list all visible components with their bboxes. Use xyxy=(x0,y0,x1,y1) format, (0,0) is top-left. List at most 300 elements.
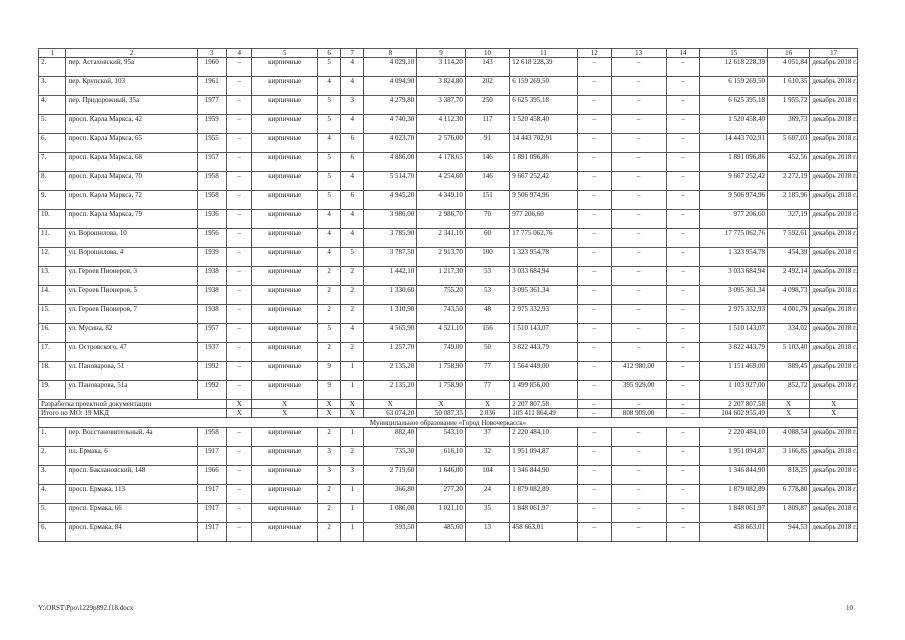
fund-cost-cell: 3 033 684,94 xyxy=(700,267,768,286)
deadline-cell: декабрь 2018 г. xyxy=(810,305,858,324)
floors-cell: 3 xyxy=(317,447,340,466)
dash-cell: – xyxy=(227,267,252,286)
owners-funds-cell: – xyxy=(611,229,666,248)
deadline-cell: декабрь 2018 г. xyxy=(810,466,858,485)
owners-funds-cell: – xyxy=(611,96,666,115)
living-area-cell: 3 114,20 xyxy=(417,58,466,77)
residents-cell: 100 xyxy=(465,248,509,267)
dash-cell: – xyxy=(577,191,611,210)
fund-cost-cell: 12 618 228,39 xyxy=(700,58,768,77)
owners-funds-cell: – xyxy=(611,324,666,343)
table-row xyxy=(39,286,858,305)
cost-cell: 6 625 395,18 xyxy=(510,96,578,115)
floors-cell: 2 xyxy=(317,428,340,447)
year-cell: 1939 xyxy=(197,248,227,267)
living-area-cell: 3 824,80 xyxy=(417,77,466,96)
entrances-cell: 1 xyxy=(341,428,364,447)
entrances-cell: 2 xyxy=(341,305,364,324)
address-cell: просп. Карла Маркса, 65 xyxy=(66,134,197,153)
address-cell: пер. Астаховский, 95а xyxy=(66,58,197,77)
owners-funds-cell: – xyxy=(611,248,666,267)
fund-cost-cell: 17 775 062,76 xyxy=(700,229,768,248)
residents-cell: 250 xyxy=(465,96,509,115)
floors-cell: 2 xyxy=(317,485,340,504)
total-area-cell: 882,40 xyxy=(364,428,417,447)
deadline-cell: декабрь 2018 г. xyxy=(810,324,858,343)
residents-cell: 143 xyxy=(465,58,509,77)
total-area-cell: 2 135,20 xyxy=(364,362,417,381)
material-cell: кирпичные xyxy=(252,324,318,343)
unit-cost-cell: 452,56 xyxy=(768,153,810,172)
table-row xyxy=(39,428,858,447)
dash-cell: – xyxy=(666,343,700,362)
material-cell: кирпичные xyxy=(252,343,318,362)
cost-cell: 12 618 228,39 xyxy=(510,58,578,77)
cost-cell: 14 443 702,91 xyxy=(510,134,578,153)
table-row xyxy=(39,381,858,400)
cost-cell: 1 848 061,97 xyxy=(510,504,578,523)
total-area-cell: 1 310,90 xyxy=(364,305,417,324)
cost-cell: 1 510 143,07 xyxy=(510,324,578,343)
living-area-cell: 2 913,70 xyxy=(417,248,466,267)
dash-cell: – xyxy=(577,210,611,229)
entrances-cell: 4 xyxy=(341,229,364,248)
deadline-cell: декабрь 2018 г. xyxy=(810,381,858,400)
dash-cell: – xyxy=(227,134,252,153)
fund-cost-cell: 104 602 955,49 xyxy=(700,409,768,418)
column-number-cell: 15 xyxy=(700,49,768,58)
floors-cell: 4 xyxy=(317,248,340,267)
column-number-cell: 4 xyxy=(227,49,252,58)
table-row xyxy=(39,191,858,210)
material-cell: кирпичные xyxy=(252,115,318,134)
dash-cell: – xyxy=(227,229,252,248)
living-area-cell: 1 758,90 xyxy=(417,362,466,381)
table-row xyxy=(39,248,858,267)
x-mark-cell: X xyxy=(227,409,252,418)
deadline-cell: декабрь 2018 г. xyxy=(810,362,858,381)
dash-cell: – xyxy=(666,400,700,409)
living-area-cell: 1 758,90 xyxy=(417,381,466,400)
dash-cell: – xyxy=(227,248,252,267)
x-mark-cell: X xyxy=(227,400,252,409)
material-cell: кирпичные xyxy=(252,229,318,248)
table-row xyxy=(39,362,858,381)
unit-cost-cell: 454,39 xyxy=(768,248,810,267)
row-number: 6. xyxy=(39,134,66,153)
row-number: 17. xyxy=(39,343,66,362)
address-cell: пер. Восстановительный, 4а xyxy=(66,428,197,447)
address-cell: ул. Мусина, 82 xyxy=(66,324,197,343)
x-mark-cell: X xyxy=(317,409,340,418)
dash-cell: – xyxy=(666,466,700,485)
total-area-cell: 4 886,00 xyxy=(364,153,417,172)
entrances-cell: 2 xyxy=(341,447,364,466)
entrances-cell: 6 xyxy=(341,191,364,210)
entrances-cell: 3 xyxy=(341,466,364,485)
unit-cost-cell: 944,53 xyxy=(768,523,810,542)
row-number: 10. xyxy=(39,210,66,229)
unit-cost-cell: 4 001,79 xyxy=(768,305,810,324)
material-cell: кирпичные xyxy=(252,286,318,305)
x-mark-cell: X xyxy=(341,400,364,409)
fund-cost-cell: 9 506 974,96 xyxy=(700,191,768,210)
living-area-cell: 1 021,10 xyxy=(417,504,466,523)
fund-cost-cell: 1 891 096,86 xyxy=(700,153,768,172)
address-cell: ул. Героев Пионеров, 7 xyxy=(66,305,197,324)
residents-cell: 202 xyxy=(465,77,509,96)
material-cell: кирпичные xyxy=(252,305,318,324)
dash-cell: – xyxy=(666,248,700,267)
address-cell: пер. Крупской, 103 xyxy=(66,77,197,96)
total-area-cell: 3 785,90 xyxy=(364,229,417,248)
total-area-cell: 4 029,10 xyxy=(364,58,417,77)
year-cell: 1992 xyxy=(197,362,227,381)
owners-funds-cell: – xyxy=(611,485,666,504)
material-cell: кирпичные xyxy=(252,153,318,172)
entrances-cell: 1 xyxy=(341,523,364,542)
dash-cell: – xyxy=(577,229,611,248)
deadline-cell: декабрь 2018 г. xyxy=(810,267,858,286)
fund-cost-cell: 1 323 954,78 xyxy=(700,248,768,267)
dash-cell: – xyxy=(577,172,611,191)
entrances-cell: 4 xyxy=(341,324,364,343)
table-row xyxy=(39,447,858,466)
living-area-cell: 3 387,70 xyxy=(417,96,466,115)
address-cell: ул. Островского, 47 xyxy=(66,343,197,362)
entrances-cell: 1 xyxy=(341,362,364,381)
fund-cost-cell: 6 159 269,50 xyxy=(700,77,768,96)
fund-cost-cell: 6 625 395,18 xyxy=(700,96,768,115)
dash-cell: – xyxy=(227,428,252,447)
address-cell: просп. Баклановский, 148 xyxy=(66,466,197,485)
year-cell: 1958 xyxy=(197,191,227,210)
dash-cell: – xyxy=(227,96,252,115)
residents-cell: 146 xyxy=(465,153,509,172)
dash-cell: – xyxy=(666,447,700,466)
table-row xyxy=(39,267,858,286)
living-area-cell: 755,20 xyxy=(417,286,466,305)
row-number: 13. xyxy=(39,267,66,286)
dash-cell: – xyxy=(666,409,700,418)
address-cell: ул. Пановарова, 51а xyxy=(66,381,197,400)
material-cell: кирпичные xyxy=(252,485,318,504)
living-area-cell: 485,60 xyxy=(417,523,466,542)
dash-cell: – xyxy=(666,428,700,447)
owners-funds-cell: 412 980,00 xyxy=(611,362,666,381)
year-cell: 1958 xyxy=(197,428,227,447)
dash-cell: – xyxy=(666,115,700,134)
residents-cell: 50 xyxy=(465,343,509,362)
entrances-cell: 6 xyxy=(341,153,364,172)
address-cell: пер. Придорожный, 35а xyxy=(66,96,197,115)
dash-cell: – xyxy=(577,248,611,267)
column-number-cell: 3 xyxy=(197,49,227,58)
unit-cost-cell: 327,19 xyxy=(768,210,810,229)
residents-cell: 151 xyxy=(465,191,509,210)
unit-cost-cell: 2 272,19 xyxy=(768,172,810,191)
entrances-cell: 5 xyxy=(341,248,364,267)
deadline-cell: декабрь 2018 г. xyxy=(810,210,858,229)
dash-cell: – xyxy=(666,381,700,400)
dash-cell: – xyxy=(577,381,611,400)
fund-cost-cell: 1 103 927,00 xyxy=(700,381,768,400)
year-cell: 1957 xyxy=(197,324,227,343)
dash-cell: – xyxy=(577,343,611,362)
year-cell: 1956 xyxy=(197,229,227,248)
x-mark-cell: X xyxy=(252,400,318,409)
floors-cell: 5 xyxy=(317,153,340,172)
owners-funds-cell: – xyxy=(611,447,666,466)
fund-cost-cell: 2 207 807,58 xyxy=(700,400,768,409)
dash-cell: – xyxy=(666,58,700,77)
residents-cell: 77 xyxy=(465,362,509,381)
floors-cell: 5 xyxy=(317,96,340,115)
year-cell: 1938 xyxy=(197,267,227,286)
unit-cost-cell: 2 185,96 xyxy=(768,191,810,210)
dash-cell: – xyxy=(577,504,611,523)
unit-cost-cell: 5 607,03 xyxy=(768,134,810,153)
cost-cell: 1 891 096,86 xyxy=(510,153,578,172)
row-number: 2. xyxy=(39,58,66,77)
address-cell: просп. Карла Маркса, 70 xyxy=(66,172,197,191)
total-area-cell: 2 719,60 xyxy=(364,466,417,485)
material-cell: кирпичные xyxy=(252,523,318,542)
municipality-total-row xyxy=(39,409,858,418)
municipality-heading-row xyxy=(39,418,858,428)
fund-cost-cell: 9 667 252,42 xyxy=(700,172,768,191)
residents-cell: 91 xyxy=(465,134,509,153)
residents-cell: 32 xyxy=(465,447,509,466)
floors-cell: 4 xyxy=(317,229,340,248)
column-number-cell: 9 xyxy=(417,49,466,58)
fund-cost-cell: 2 975 332,93 xyxy=(700,305,768,324)
row-label: Итого по МО: 19 МКД xyxy=(39,409,227,418)
floors-cell: 5 xyxy=(317,172,340,191)
year-cell: 1936 xyxy=(197,210,227,229)
residents-cell: 146 xyxy=(465,172,509,191)
dash-cell: – xyxy=(577,466,611,485)
owners-funds-cell: – xyxy=(611,134,666,153)
column-number-cell: 8 xyxy=(364,49,417,58)
total-area-cell: 4 740,30 xyxy=(364,115,417,134)
year-cell: 1938 xyxy=(197,305,227,324)
total-area-cell: 735,30 xyxy=(364,447,417,466)
cost-cell: 1 564 449,00 xyxy=(510,362,578,381)
year-cell: 1955 xyxy=(197,134,227,153)
table-row xyxy=(39,343,858,362)
material-cell: кирпичные xyxy=(252,191,318,210)
dash-cell: – xyxy=(577,153,611,172)
floors-cell: 5 xyxy=(317,115,340,134)
row-number: 11. xyxy=(39,229,66,248)
deadline-cell: декабрь 2018 г. xyxy=(810,229,858,248)
table-row xyxy=(39,305,858,324)
entrances-cell: 4 xyxy=(341,115,364,134)
material-cell: кирпичные xyxy=(252,381,318,400)
material-cell: кирпичные xyxy=(252,58,318,77)
unit-cost-cell: 818,25 xyxy=(768,466,810,485)
row-number: 16. xyxy=(39,324,66,343)
x-mark-cell: X xyxy=(768,409,810,418)
deadline-cell: декабрь 2018 г. xyxy=(810,428,858,447)
living-area-cell: 2 986,70 xyxy=(417,210,466,229)
owners-funds-cell: – xyxy=(611,153,666,172)
residents-cell: 13 xyxy=(465,523,509,542)
page-number: 10 xyxy=(846,604,853,612)
cost-cell: 6 159 269,50 xyxy=(510,77,578,96)
dash-cell: – xyxy=(227,153,252,172)
entrances-cell: 4 xyxy=(341,172,364,191)
dash-cell: – xyxy=(227,362,252,381)
dash-cell: – xyxy=(227,172,252,191)
table-row xyxy=(39,229,858,248)
column-number-cell: 11 xyxy=(510,49,578,58)
living-area-cell: 4 254,60 xyxy=(417,172,466,191)
material-cell: кирпичные xyxy=(252,447,318,466)
address-cell: просп. Карла Маркса, 72 xyxy=(66,191,197,210)
fund-cost-cell: 14 443 702,91 xyxy=(700,134,768,153)
column-number-cell: 17 xyxy=(810,49,858,58)
table-row xyxy=(39,58,858,77)
total-area-cell: 4 094,90 xyxy=(364,77,417,96)
owners-funds-cell: 808 909,00 xyxy=(611,409,666,418)
dash-cell: – xyxy=(577,400,611,409)
dash-cell: – xyxy=(577,96,611,115)
column-number-cell: 2 xyxy=(66,49,197,58)
address-cell: просп. Карла Маркса, 42 xyxy=(66,115,197,134)
table-row xyxy=(39,96,858,115)
residents-cell: 156 xyxy=(465,324,509,343)
dash-cell: – xyxy=(666,77,700,96)
owners-funds-cell: – xyxy=(611,172,666,191)
total-area-cell: 63 074,20 xyxy=(364,409,417,418)
address-cell: просп. Карла Маркса, 68 xyxy=(66,153,197,172)
row-number: 5. xyxy=(39,504,66,523)
dash-cell: – xyxy=(666,210,700,229)
living-area-cell: 277,20 xyxy=(417,485,466,504)
living-area-cell: 749,00 xyxy=(417,343,466,362)
x-mark-cell: X xyxy=(810,409,858,418)
year-cell: 1966 xyxy=(197,466,227,485)
dash-cell: – xyxy=(666,305,700,324)
year-cell: 1917 xyxy=(197,523,227,542)
entrances-cell: 3 xyxy=(341,96,364,115)
year-cell: 1917 xyxy=(197,504,227,523)
column-number-cell: 12 xyxy=(577,49,611,58)
dash-cell: – xyxy=(666,134,700,153)
living-area-cell: 616,10 xyxy=(417,447,466,466)
x-mark-cell: X xyxy=(810,400,858,409)
dash-cell: – xyxy=(666,523,700,542)
dash-cell: – xyxy=(227,485,252,504)
living-area-cell: 50 087,35 xyxy=(417,409,466,418)
owners-funds-cell: – xyxy=(611,115,666,134)
floors-cell: 2 xyxy=(317,305,340,324)
unit-cost-cell: 7 592,61 xyxy=(768,229,810,248)
x-mark-cell: X xyxy=(768,400,810,409)
year-cell: 1958 xyxy=(197,172,227,191)
fund-cost-cell: 1 510 143,07 xyxy=(700,324,768,343)
owners-funds-cell: – xyxy=(611,267,666,286)
column-number-cell: 14 xyxy=(666,49,700,58)
material-cell: кирпичные xyxy=(252,210,318,229)
living-area-cell: 4 178,65 xyxy=(417,153,466,172)
project-docs-row xyxy=(39,400,858,409)
owners-funds-cell: – xyxy=(611,305,666,324)
dash-cell: – xyxy=(666,191,700,210)
deadline-cell: декабрь 2018 г. xyxy=(810,115,858,134)
year-cell: 1917 xyxy=(197,485,227,504)
dash-cell: – xyxy=(227,58,252,77)
fund-cost-cell: 1 848 061,97 xyxy=(700,504,768,523)
row-number: 6. xyxy=(39,523,66,542)
year-cell: 1992 xyxy=(197,381,227,400)
fund-cost-cell: 458 663,01 xyxy=(700,523,768,542)
living-area-cell: 2 341,10 xyxy=(417,229,466,248)
dash-cell: – xyxy=(227,191,252,210)
row-label: Разработка проектной документации xyxy=(39,400,227,409)
deadline-cell: декабрь 2018 г. xyxy=(810,77,858,96)
cost-cell: 1 346 844,90 xyxy=(510,466,578,485)
owners-funds-cell: – xyxy=(611,428,666,447)
fund-cost-cell: 1 346 844,90 xyxy=(700,466,768,485)
owners-funds-cell: – xyxy=(611,58,666,77)
row-number: 8. xyxy=(39,172,66,191)
fund-cost-cell: 1 879 082,89 xyxy=(700,485,768,504)
dash-cell: – xyxy=(577,134,611,153)
dash-cell: – xyxy=(577,447,611,466)
material-cell: кирпичные xyxy=(252,248,318,267)
unit-cost-cell: 852,72 xyxy=(768,381,810,400)
total-area-cell: 4 023,70 xyxy=(364,134,417,153)
address-cell: ул. Ворошилова, 4 xyxy=(66,248,197,267)
floors-cell: 2 xyxy=(317,523,340,542)
owners-funds-cell: – xyxy=(611,286,666,305)
owners-funds-cell: – xyxy=(611,191,666,210)
year-cell: 1937 xyxy=(197,343,227,362)
cost-cell: 458 663,01 xyxy=(510,523,578,542)
cost-cell: 1 323 954,78 xyxy=(510,248,578,267)
dash-cell: – xyxy=(577,523,611,542)
deadline-cell: декабрь 2018 г. xyxy=(810,447,858,466)
dash-cell: – xyxy=(227,305,252,324)
entrances-cell: 4 xyxy=(341,58,364,77)
column-number-cell: 5 xyxy=(252,49,318,58)
cost-cell: 3 095 361,34 xyxy=(510,286,578,305)
total-area-cell: 2 135,20 xyxy=(364,381,417,400)
dash-cell: – xyxy=(227,504,252,523)
unit-cost-cell: 4 098,73 xyxy=(768,286,810,305)
table-row xyxy=(39,324,858,343)
material-cell: кирпичные xyxy=(252,504,318,523)
fund-cost-cell: 977 206,60 xyxy=(700,210,768,229)
row-number: 3. xyxy=(39,466,66,485)
dash-cell: – xyxy=(577,305,611,324)
entrances-cell: 4 xyxy=(341,77,364,96)
entrances-cell: 2 xyxy=(341,267,364,286)
residents-cell: 70 xyxy=(465,210,509,229)
column-number-cell: 10 xyxy=(465,49,509,58)
residents-cell: 2 036 xyxy=(465,409,509,418)
cost-cell: 105 411 864,49 xyxy=(510,409,578,418)
x-mark-cell: X xyxy=(341,409,364,418)
total-area-cell: 366,80 xyxy=(364,485,417,504)
unit-cost-cell: 1 809,87 xyxy=(768,504,810,523)
dash-cell: – xyxy=(577,362,611,381)
table-row xyxy=(39,485,858,504)
fund-cost-cell: 1 520 458,40 xyxy=(700,115,768,134)
